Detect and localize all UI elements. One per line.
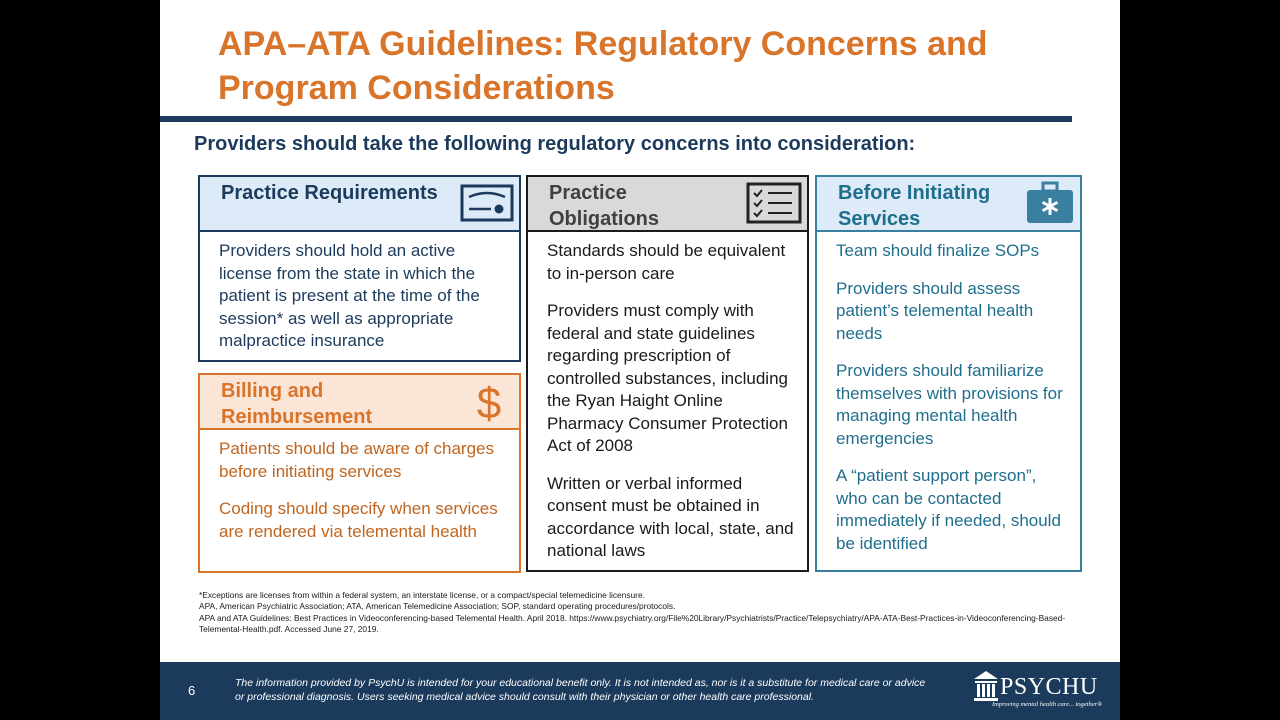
before-initiating-item: Providers should familiarize themselves with provisions for managing mental health emergencies [836,361,1063,448]
license-certificate-icon [460,184,514,222]
practice-requirements-title: Practice Requirements [221,182,438,204]
slide-title: APA–ATA Guidelines: Regulatory Concerns and Program Considerations [218,25,988,107]
svg-text:$: $ [476,380,502,426]
reference-citation: APA and ATA Guidelines: Best Practices in Videoconferencing-based Telemental Health. April 2018. https://www.psychiatry.org/File%20Library/Psychiatrists/Practice/Telepsychiatry/APA-ATA-Best-Practices-in-Videoconferencing-Based-Telemental-Health.pdf. Accessed June 27, 2019. [199,612,1066,635]
practice-obligations-item: Standards should be equivalent to in-person care [547,241,786,283]
billing-item: Coding should specify when services are rendered via telemental health [219,499,498,541]
practice-requirements-item: Providers should hold an active license from the state in which the patient is present at the time of the session* as well as appropriate malpractice insurance [219,241,480,350]
reference-abbreviations: APA, American Psychiatric Association; ATA, American Telemedicine Association; SOP, standard operating procedures/protocols. [199,601,676,612]
billing-header [200,375,519,430]
logo-column-icon [972,670,1000,702]
logo-wordmark: PSYCHU [1000,674,1098,700]
slide [160,0,1120,720]
practice-obligations-body [528,232,807,570]
before-initiating-item: Team should finalize SOPs [836,241,1040,260]
practice-requirements-box [198,175,521,362]
practice-requirements-body [200,232,519,360]
billing-body [200,430,519,571]
before-initiating-header [817,177,1080,232]
checklist-icon [746,182,802,224]
billing-title: Billing and Reimbursement [221,380,373,428]
billing-box [198,373,521,573]
footer-bar [160,662,1120,720]
practice-obligations-item: Written or verbal informed consent must be obtained in accordance with local, state, and national laws [547,473,794,560]
logo-tagline: Improving mental health care... together® [992,701,1103,708]
psychu-logo [972,670,1112,712]
practice-requirements-header [200,177,519,232]
reference-footnote: *Exceptions are licenses from within a federal system, an interstate license, or a compact/special telemedicine licensure. [199,590,645,600]
before-initiating-body [817,232,1080,570]
footer-disclaimer: The information provided by PsychU is intended for your educational benefit only. It is not intended as, nor is it a substitute for medical care or advice or professional diagnosis. Users seeking medical advice should consult with their physician or other health care professional. [235,677,926,703]
before-initiating-box [815,175,1082,572]
practice-obligations-item: Providers must comply with federal and state guidelines regarding prescription of controlled substances, including the Ryan Haight Online Pharmacy Consumer Protection Act of 2008 [547,301,788,455]
title-divider [160,116,1072,122]
billing-item: Patients should be aware of charges before initiating services [219,439,495,481]
intro-text: Providers should take the following regulatory concerns into consideration: [194,133,916,155]
before-initiating-title: Before Initiating Services [838,182,991,230]
references [199,590,1069,636]
before-initiating-item: Providers should assess patient’s telemental health needs [836,278,1034,343]
practice-obligations-header [528,177,807,232]
medical-kit-icon [1025,181,1075,225]
practice-obligations-title: Practice Obligations [549,182,659,230]
practice-obligations-box [526,175,809,572]
page-number: 6 [188,683,196,698]
dollar-icon [475,380,503,426]
before-initiating-item: A “patient support person”, who can be contacted immediately if needed, should be identified [836,466,1061,553]
